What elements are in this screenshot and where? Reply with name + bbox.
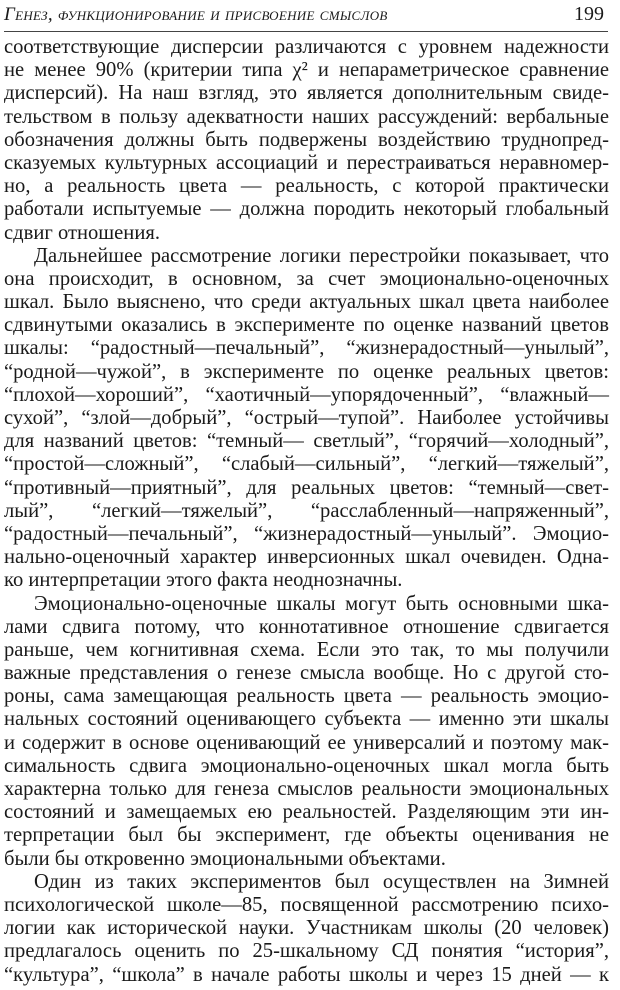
text-line: лый”, “легкий—тяжелый”, “расслабленный—напряженный”, [4,499,609,522]
text-line: сдвинутыми оказались в эксперименте по оценке названий цветов [4,314,609,337]
text-line: Эмоционально-оценочные шкалы могут быть основными шка- [34,592,609,615]
text-line: не менее 90% (критерии типа χ² и непараметрическое сравнение [4,59,609,82]
text-line: но, а реальность цвета — реальность, с которой практически [4,175,609,198]
paragraph [4,245,609,593]
text-line: психологической школе—85, посвященной рассмотрению психо- [4,893,609,916]
text-line: “простой—сложный”, “слабый—сильный”, “легкий—тяжелый”, [4,453,609,476]
paragraph [4,871,609,987]
text-line: сдвиг отношения. [4,221,160,244]
text-line: “родной—чужой”, в эксперименте по оценке реальных цветов: [4,360,609,383]
running-header-title: Генез, функционирование и присвоение смыслов [4,4,388,25]
text-line: обозначения должны быть подвержены воздействию труднопред- [4,128,609,151]
text-line: “противный—приятный”, для реальных цветов: “темный—свет- [4,476,609,499]
text-line: и содержит в основе оценивающий ее универсалий и поэтому мак- [4,731,609,754]
text-line: работали испытуемые — должна породить некоторый глобальный [4,198,609,221]
text-line: нальных состояний оценивающего субъекта — именно эти шкалы [4,708,609,731]
text-line: состояний и замещаемых ею реальностей. Разделяющим эти ин- [4,801,609,824]
text-line: сухой”, “злой—добрый”, “острый—тупой”. Наиболее устойчивы [4,407,609,429]
text-line: тельством в пользу адекватности наших рассуждений: вербальные [4,105,609,128]
text-line: она происходит, в основном, за счет эмоционально-оценочных [4,267,609,290]
paragraph [4,593,609,871]
text-line: дисперсий). На наш взгляд, это является дополнительным свиде- [4,82,609,105]
paragraph [4,36,609,245]
text-line: терпретации был бы эксперимент, где объекты оценивания не [4,824,609,847]
body-text [4,36,609,987]
text-line: Дальнейшее рассмотрение логики перестройки показывает, что [34,244,609,267]
text-line: логии как исторической науки. Участникам школы (20 человек) [4,917,609,940]
text-line: лами сдвига потому, что коннотативное отношение сдвигается [4,615,609,638]
text-line: важные представления о генезе смысла вообще. Но с другой сто- [4,662,609,685]
running-header [4,2,608,32]
text-line: предлагалось оценить по 25-шкальному СД понятия “история”, [4,940,609,963]
text-line: нально-оценочный характер инверсионных шкал очевиден. Одна- [4,546,609,569]
text-line: роны, сама замещающая реальность цвета — реальность эмоцио- [4,685,609,708]
page-number: 199 [574,3,604,25]
text-line: симальность сдвига эмоционально-оценочных шкал могла быть [4,754,609,777]
text-line: сказуемых культурных ассоциаций и перестраиваться неравномер- [4,151,609,174]
text-line: для названий цветов: “темный— светлый”, “горячий—холодный”, [4,430,609,453]
text-line: ко интерпретации этого факта неоднозначны. [4,569,403,592]
text-line: шкал. Было выяснено, что среди актуальных шкал цвета наиболее [4,291,609,314]
text-line: раньше, чем когнитивная схема. Если это так, то мы получили [4,638,609,661]
text-line: “радостный—печальный”, “жизнерадостный—унылый”. Эмоцио- [4,522,609,545]
text-line: “плохой—хороший”, “хаотичный—упорядоченный”, “влажный— [4,383,609,406]
text-line: “культура”, “школа” в начале работы школы и через 15 дней — к [4,963,609,986]
text-line: шкалы: “радостный—печальный”, “жизнерадостный—унылый”, [4,337,609,360]
text-line: были бы откровенно эмоциональными объектами. [4,847,446,870]
text-line: характерна только для генеза смыслов реальности эмоциональных [4,778,609,800]
text-line: соответствующие дисперсии различаются с уровнем надежности [4,36,609,58]
text-line: Один из таких экспериментов был осуществлен на Зимней [34,870,609,893]
